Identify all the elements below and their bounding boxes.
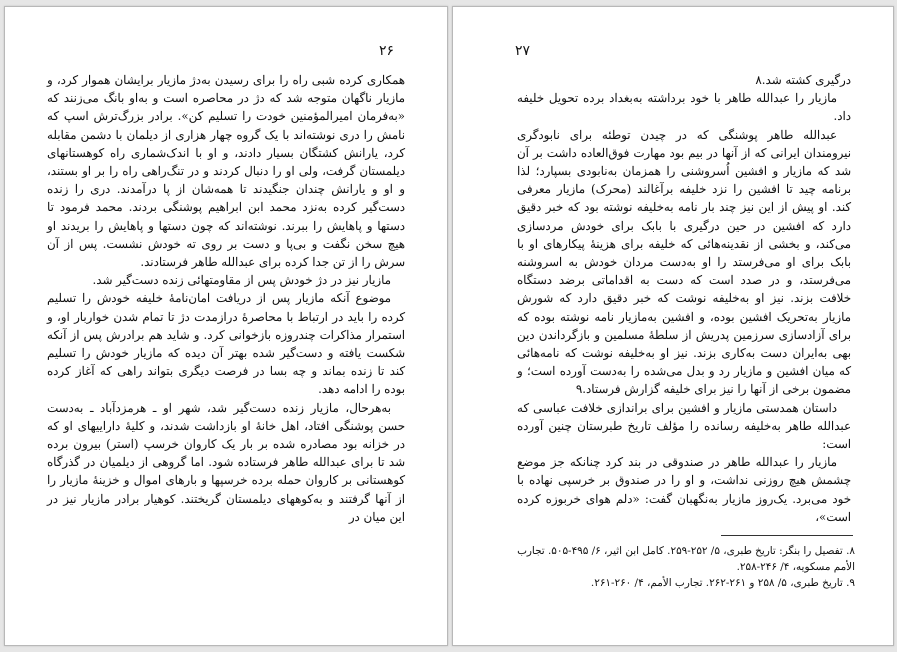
footnote: ۸. تفصیل را بنگر: تاریخ طبری، ۵/ ۲۵۲-۲۵۹. کامل ابن اثیر، ۶/ ۴۹۵-۵۰۵. تجارب الأمم مسکویه، ۴/ ۲۴۶-۲۵۸. — [517, 545, 855, 573]
paragraph: داستان همدستی مازیار و افشین برای براندازی خلافت عباسی که عبدالله طاهر به‌خلیفه رسانده را مؤلف تاریخ طبرستان چنین آورده است: — [517, 400, 851, 452]
left-page — [4, 6, 448, 646]
paragraph: درگیری کشته شد.۸ — [755, 73, 851, 87]
paragraph: موضوع آنکه مازیار پس از دریافت امان‌نامهٔ خلیفه خودش را تسلیم کرده را باید در ارتباط با محاصرهٔ درازمدت دژ تا تمام شدن خواربار او، و استمرار مذاکرات چندروزه بازخوانی کرد. و شاید هم برادرش پس از آنکه شکست یافته و دست‌گیر شده بهتر آن دیده که مازیار خودش را تسلیم کند تا زنده بماند و چه بسا در فرصت دیگری بتواند راهی که آغاز کرده بوده را ادامه دهد. — [47, 291, 406, 397]
footnote-divider — [721, 535, 853, 536]
paragraph: همکاری کرده شبی راه را برای رسیدن به‌دژ مازیار برایشان هموار کرد، و مازیار ناگهان متوجه شد که دژ در محاصره است و به‌او بانگ می‌زنند که «به‌فرمان امیرالمؤمنین خودت را تسلیم کن». برادر بزرگ‌ترش اسپ که نامش را دری نوشته‌اند با یک گروه چهار هزاری از دیلمان با دشمن مقابله کرد، یارانش کشتگان بسیار دادند، و او با اندک‌شماری راه کوهستانهای دیلمستان گرفت، ولی او را دنبال کردند و در تنگ‌راهی راه را بر او بستند، و او و یارانش چندان جنگیدند تا همه‌شان از پا درآمدند. دری را زنده دست‌گیر کرده به‌نزد محمد ابن ابراهیم پوشنگی بردند. محمد فرمود تا دستها و پاهایش را ببرند. نوشته‌اند که چون دستها و پاهایش را بریدند او هیچ سخن نگفت و بی‌پا و دست بر روی ته خودش نشست. پس از آن سرش را از تن جدا کرده برای عبدالله طاهر فرستادند. — [47, 73, 405, 270]
paragraph: مازیار را عبدالله طاهر در صندوقی در بند کرد چنانکه جز موضع چشمش هیچ روزنی نداشت، و او را در صندوق بر خرسپی نهاده با خود می‌برد. یک‌روز مازیار به‌نگهبان گفت: «دلم هوای خربوزه کرده است»، — [517, 455, 851, 524]
paragraph: به‌هرحال، مازیار زنده دست‌گیر شد، شهر او ـ هرمزدآباد ـ به‌دست حسن پوشنگی افتاد، اهل خانهٔ او بازداشت شدند، و کلیهٔ داراییهای او که در خزانه بود مصادره شده بر بار یک کاروان خرسپ (استر) بیرون برده شد تا برای عبدالله طاهر فرستاده شود. اما گروهی از دیلمیان در گذرگاه کوهستانی بر کاروان حمله برده خرسپها و بارهای اموال و خزینهٔ مازیار را از آنها گرفتند و به‌کوههای دیلمستان گریختند. کوهیار برادر مازیار نیز در این میان در — [47, 400, 405, 524]
paragraph: مازیار را عبدالله طاهر با خود برداشته به‌بغداد برده تحویل خلیفه داد. — [517, 91, 851, 124]
paragraph: عبدالله طاهر پوشنگی که در چیدن توطئه برای نابودگری نیرومندان ایرانی که از آنها در بیم بود مهارت فوق‌العاده داشت بر آن شد که مازیار و افشین اُسروشنی را همزمان به‌نابودی بسپارد؛ لذا برنامه چید تا افشین را نزد خلیفه برآغالند (محرک) مازیار معرفی کند. او پیش از این نیز چند بار نامه به‌خلیفه نوشته بود که خبر دقیق دارد که افشین در حین درگیری با بابک برای خودش مردسازی می‌کند، و بخشی از نقدینه‌هائی که خلیفه برای هزینهٔ پیکارهای او با بابک برای او می‌فرستد را او به‌دست مردان خودش به اسروشنه می‌فرستد، و در صدد است که دست به اقداماتی برضد دستگاه خلافت بزند. نیز او به‌خلیفه نوشت که خبر دقیق دارد که شورش مازیار به‌تحریک افشین بوده، و افشین به‌مازیار نامه نوشته بوده که برای آزادسازی سرزمین پدریش از سلطهٔ مسلمین و بازگرداندن دین بهی به‌ایران دست به‌کاری بزند. نیز او به‌خلیفه نوشت که نامه‌هائی که میان افشین و مازیار رد و بدل می‌شده را به‌دست آورده است؛ و مضمون برخی از آنها را نیز برای خلیفه گزارش فرستاد.۹ — [517, 127, 851, 397]
paragraph: مازیار نیز در دژ خودش پس از مقاومتهائی زنده دست‌گیر شد. — [92, 273, 391, 288]
footnotes — [493, 543, 855, 591]
right-page — [452, 6, 894, 646]
right-page-body — [517, 71, 851, 526]
left-page-body — [47, 71, 405, 526]
page-number: ۲۶ — [379, 43, 395, 59]
footnote: ۹. تاریخ طبری، ۵/ ۲۵۸ و ۲۶۱-۲۶۲. تجارب الأمم، ۴/ ۲۶۰-۲۶۱. — [590, 577, 855, 589]
page-number: ۲۷ — [515, 43, 531, 59]
